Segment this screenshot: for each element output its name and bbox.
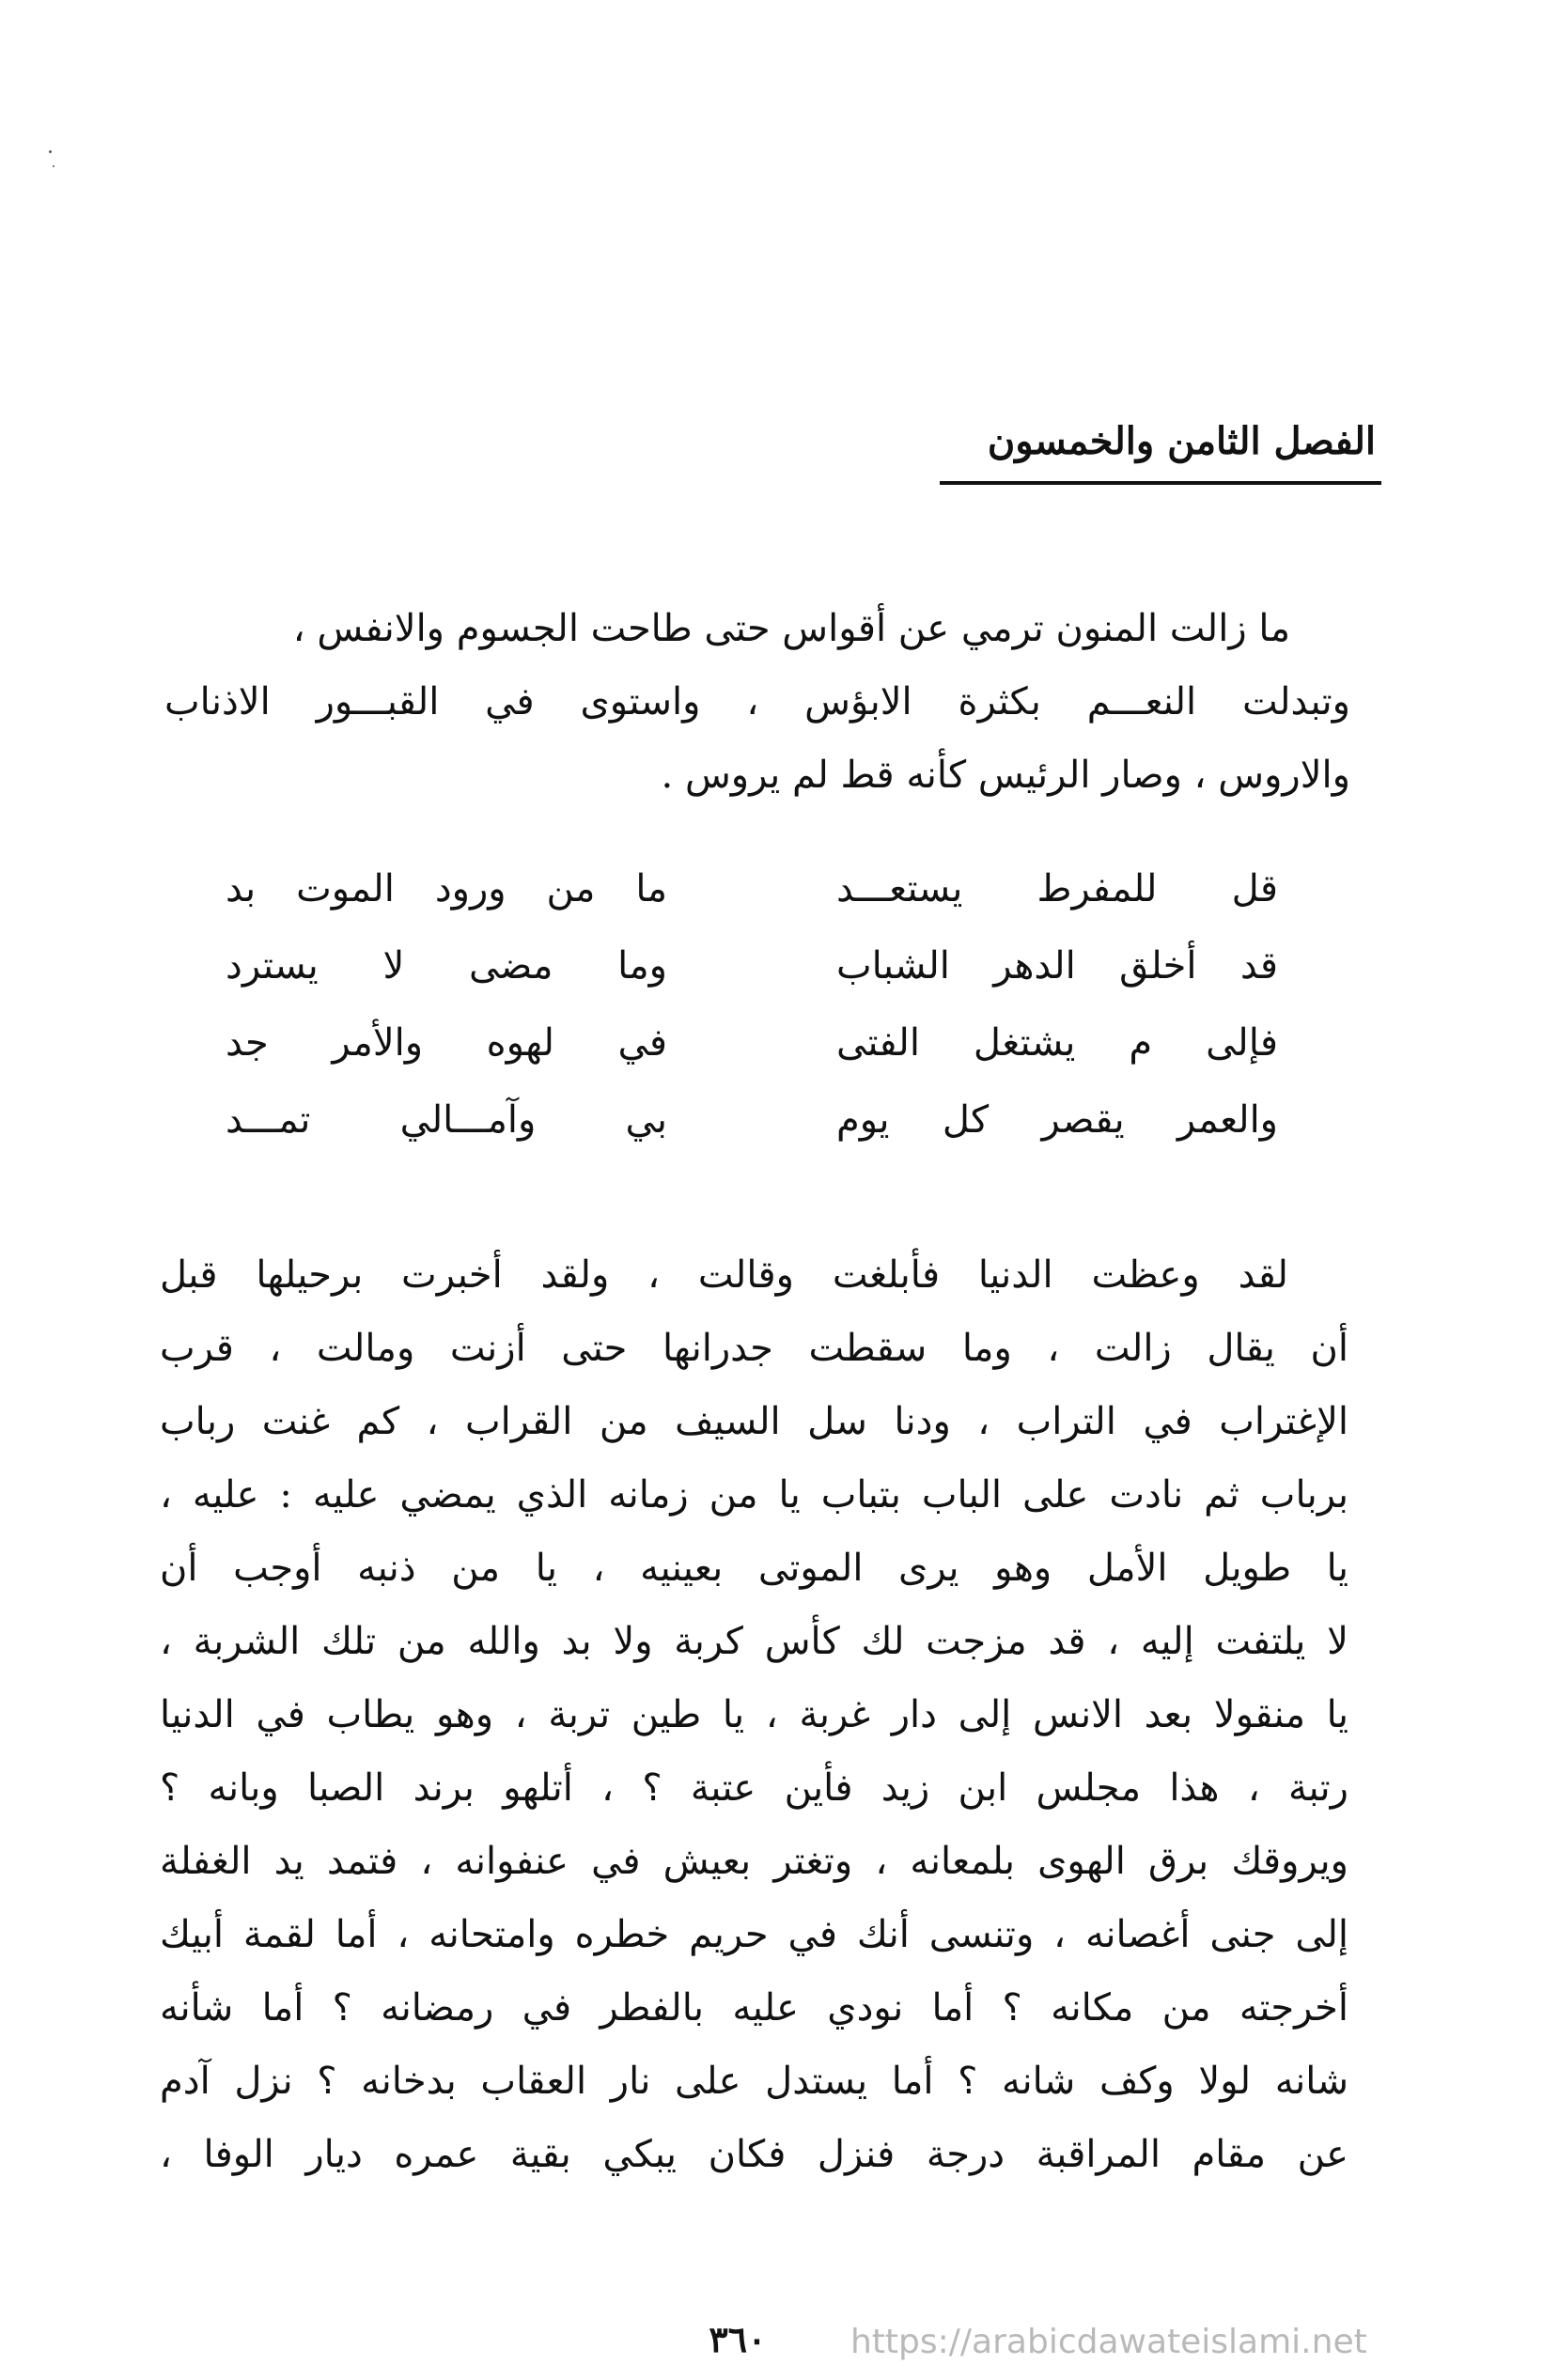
text-line: عن مقام المراقبة درجة فنزل فكان يبكي بقية عمره ديار الوفا ،	[160, 2133, 1348, 2176]
text-line: برباب ثم نادت على الباب بتباب يا من زمانه الذي يمضي عليه : عليه ،	[160, 1473, 1348, 1517]
watermark-url: https://arabicdawateislami.net	[850, 2323, 1367, 2361]
text-line: لا يلتفت إليه ، قد مزجت لك كأس كربة ولا بد والله من تلك الشربة ،	[160, 1620, 1348, 1663]
chapter-title: الفصل الثامن والخمسون	[987, 419, 1376, 463]
page-number: ٣٦٠	[709, 2318, 767, 2360]
text-line: أخرجته من مكانه ؟ أما نودي عليه بالفطر في رمضانه ؟ أما شأنه	[160, 1986, 1348, 2030]
intro-paragraph	[164, 592, 1350, 812]
verse-second-hemistich: وما مضى لا يسترد	[226, 944, 667, 988]
verse-line	[226, 1081, 1278, 1159]
text-line: والاروس ، وصار الرئيس كأنه قط لم يروس .	[661, 754, 1350, 797]
verse-line	[226, 927, 1278, 1004]
text-line: لقد وعظت الدنيا فأبلغت وقالت ، ولقد أخبرت برحيلها قبل	[160, 1253, 1288, 1297]
title-underline	[940, 481, 1381, 485]
text-line: وتبدلت النعـــم بكثرة الابؤس ، واستوى في القبـــور الاذناب	[164, 680, 1350, 723]
verse-first-hemistich: والعمر يقصر كل يوم	[836, 1098, 1278, 1142]
verse-second-hemistich: بي وآمـــالي تمـــد	[226, 1098, 667, 1142]
poem	[226, 850, 1278, 1159]
text-line: رتبة ، هذا مجلس ابن زيد فأين عتبة ؟ ، أتلهو برند الصبا وبانه ؟	[160, 1766, 1348, 1810]
verse-line	[226, 850, 1278, 927]
scan-speck	[49, 150, 52, 153]
verse-first-hemistich: قد أخلق الدهر الشباب	[836, 944, 1278, 988]
text-line: ما زالت المنون ترمي عن أقواس حتى طاحت الجسوم والانفس ،	[292, 607, 1290, 650]
verse-first-hemistich: فإلى م يشتغل الفتى	[836, 1021, 1278, 1065]
text-line: يا طويل الأمل وهو يرى الموتى بعينيه ، يا من ذنبه أوجب أن	[160, 1547, 1348, 1590]
verse-second-hemistich: ما من ورود الموت بد	[226, 867, 667, 910]
verse-first-hemistich: قل للمفرط يستعـــد	[836, 867, 1278, 910]
verse-line	[226, 1004, 1278, 1081]
text-line: أن يقال زالت ، وما سقطت جدرانها حتى أزنت ومالت ، قرب	[160, 1327, 1348, 1370]
body-paragraph	[160, 1238, 1348, 2191]
text-line: يا منقولا بعد الانس إلى دار غربة ، يا طين تربة ، وهو يطاب في الدنيا	[160, 1693, 1348, 1736]
text-line: ويروقك برق الهوى بلمعانه ، وتغتر بعيش في عنفوانه ، فتمد يد الغفلة	[160, 1840, 1348, 1883]
verse-second-hemistich: في لهوه والأمر جد	[226, 1021, 667, 1065]
text-line: إلى جنى أغصانه ، وتنسى أنك في حريم خطره وامتحانه ، أما لقمة أبيك	[160, 1913, 1348, 1956]
text-line: الإغتراب في التراب ، ودنا سل السيف من القراب ، كم غنت رباب	[160, 1400, 1348, 1443]
scan-speck	[53, 165, 55, 167]
text-line: شانه لولا وكف شانه ؟ أما يستدل على نار العقاب بدخانه ؟ نزل آدم	[160, 2060, 1348, 2103]
